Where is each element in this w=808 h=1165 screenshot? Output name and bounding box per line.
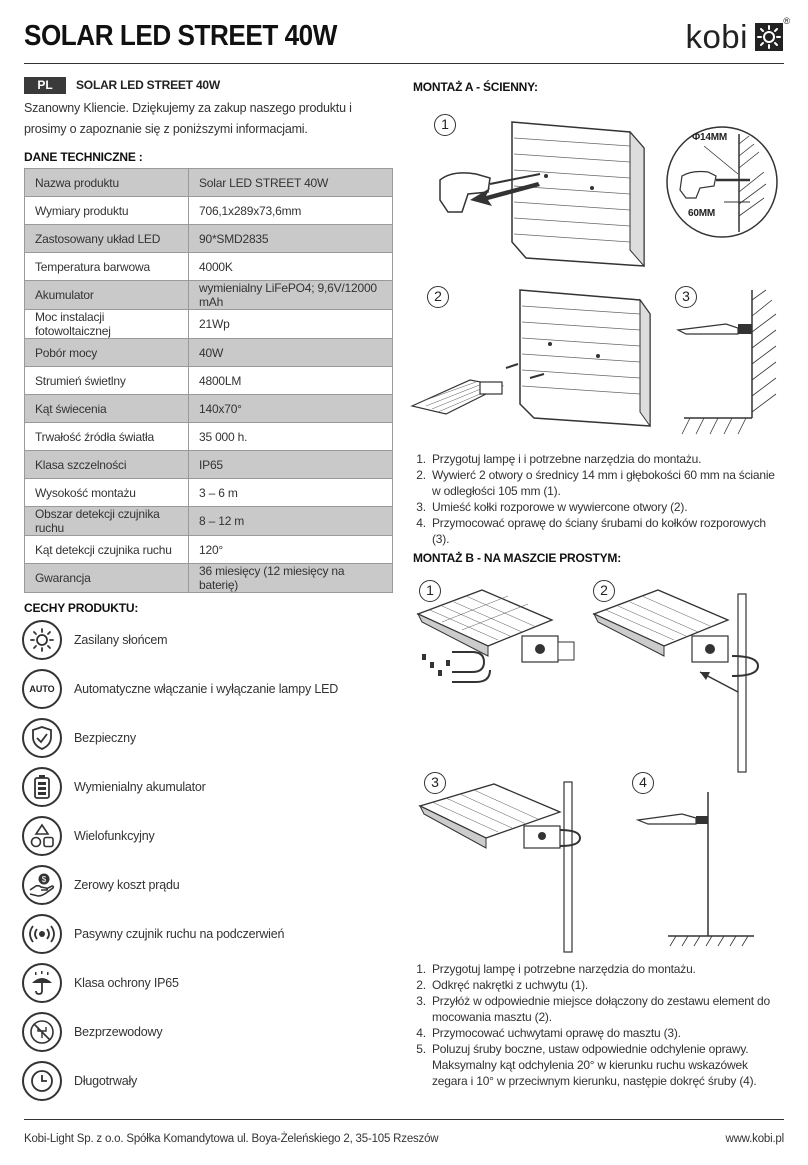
page-title: SOLAR LED STREET 40W [24, 20, 337, 52]
spec-key: Gwarancja [25, 564, 189, 593]
step-number-b2: 2 [593, 580, 615, 602]
feature-item [22, 767, 206, 807]
spec-row [25, 536, 393, 564]
spec-key: Obszar detekcji czujnika ruchu [25, 507, 189, 536]
language-badge: PL [24, 77, 66, 94]
spec-row [25, 479, 393, 507]
mount-b-step: 5. Poluzuj śruby boczne, ustaw odpowiednie odchylenie oprawy. Maksymalny kąt odchylenia 20° w kierunku ruchu wskazówek zegara i 10° w przeciwnym kierunku, następie dokręć śruby (4). [429, 1041, 785, 1089]
hand-coin-icon [22, 865, 62, 905]
feature-item [22, 914, 284, 954]
features-heading: CECHY PRODUKTU: [24, 601, 139, 615]
spec-key: Zastosowany układ LED [25, 225, 189, 253]
mount-b-heading: MONTAŻ B - NA MASZCIE PROSTYM: [413, 551, 621, 565]
shield-check-icon [22, 718, 62, 758]
clock-icon [22, 1061, 62, 1101]
mount-a-steps [413, 451, 785, 547]
feature-item [22, 963, 179, 1003]
feature-label: Długotrwały [74, 1074, 138, 1088]
svg-text:$: $ [41, 875, 47, 884]
spec-row [25, 197, 393, 225]
feature-label: Bezpieczny [74, 731, 136, 745]
spec-row [25, 395, 393, 423]
spec-value: 35 000 h. [189, 423, 393, 451]
spec-key: Nazwa produktu [25, 169, 189, 197]
header-divider [24, 63, 784, 64]
umbrella-rain-icon [22, 963, 62, 1003]
feature-label: Zasilany słońcem [74, 633, 168, 647]
feature-item [22, 865, 179, 905]
mount-a-step: 4. Przymocować oprawę do ściany śrubami do kołków rozporowych (3). [429, 515, 785, 547]
mount-b-step: 1. Przygotuj lampę i potrzebne narzędzia do montażu. [429, 961, 785, 977]
step-number-a2: 2 [427, 286, 449, 308]
wall-mounted-lamp-illustration [676, 288, 786, 438]
spec-value: 21Wp [189, 310, 393, 339]
footer-divider [24, 1119, 784, 1120]
step-number-a3: 3 [675, 286, 697, 308]
diameter-label: Φ14MM [692, 132, 727, 143]
spec-value: 40W [189, 339, 393, 367]
registered-mark: ® [783, 16, 790, 26]
footer-company: Kobi-Light Sp. z o.o. Spółka Komandytowa ul. Boya-Żeleńskiego 2, 35-105 Rzeszów [24, 1133, 439, 1145]
drill-wall-illustration [430, 118, 660, 268]
spec-value: 8 – 12 m [189, 507, 393, 536]
feature-item [22, 669, 338, 709]
feature-label: Zerowy koszt prądu [74, 878, 180, 892]
spec-row [25, 423, 393, 451]
feature-item [22, 1061, 137, 1101]
spec-value: 3 – 6 m [189, 479, 393, 507]
mount-a-heading: MONTAŻ A - ŚCIENNY: [413, 80, 538, 94]
step-number-b1: 1 [419, 580, 441, 602]
spec-row [25, 367, 393, 395]
spec-value: 36 miesięcy (12 miesięcy na baterię) [189, 564, 393, 593]
feature-label: Wielofunkcyjny [74, 829, 155, 843]
no-cable-icon [22, 1012, 62, 1052]
spec-value: IP65 [189, 451, 393, 479]
spec-key: Strumień świetlny [25, 367, 189, 395]
mount-a-step: 2. Wywierć 2 otwory o średnicy 14 mm i głębokości 60 mm na ścianie w odległości 105 mm (1). [429, 467, 785, 499]
spec-row [25, 451, 393, 479]
product-subtitle: SOLAR LED STREET 40W [76, 78, 221, 92]
spec-value: 140x70° [189, 395, 393, 423]
step-number-a1: 1 [434, 114, 456, 136]
motion-sensor-icon [22, 914, 62, 954]
step-number-b4: 4 [632, 772, 654, 794]
lamp-bracket-illustration [412, 584, 582, 704]
spec-row [25, 310, 393, 339]
feature-label: Klasa ochrony IP65 [74, 976, 179, 990]
auto-icon [22, 669, 62, 709]
spec-value: 4000K [189, 253, 393, 281]
mount-a-step: 1. Przygotuj lampę i i potrzebne narzędzia do montażu. [429, 451, 785, 467]
spec-key: Moc instalacji fotowoltaicznej [25, 310, 189, 339]
sun-logo-icon [754, 22, 784, 52]
spec-value: 706,1x289x73,6mm [189, 197, 393, 225]
spec-row [25, 225, 393, 253]
spec-key: Klasa szczelności [25, 451, 189, 479]
spec-value: 120° [189, 536, 393, 564]
spec-value: wymienialny LiFePO4; 9,6V/12000 mAh [189, 281, 393, 310]
spec-key: Trwałość źródła światła [25, 423, 189, 451]
specs-table [24, 168, 393, 593]
spec-value: Solar LED STREET 40W [189, 169, 393, 197]
feature-label: Automatyczne włączanie i wyłączanie lampy LED [74, 682, 339, 696]
final-mast-illustration [636, 790, 766, 950]
brand-name: kobi [685, 18, 748, 55]
feature-label: Wymienialny akumulator [74, 780, 206, 794]
feature-item [22, 718, 136, 758]
lamp-on-mast-illustration [414, 776, 594, 954]
spec-row [25, 564, 393, 593]
feature-item [22, 620, 167, 660]
footer-website[interactable]: www.kobi.pl [725, 1133, 784, 1145]
spec-key: Pobór mocy [25, 339, 189, 367]
shapes-icon [22, 816, 62, 856]
spec-key: Kąt detekcji czujnika ruchu [25, 536, 189, 564]
auto-badge: AUTO [29, 684, 55, 694]
specs-heading: DANE TECHNICZNE : [24, 150, 143, 164]
spec-row [25, 253, 393, 281]
step-number-b3: 3 [424, 772, 446, 794]
depth-label: 60MM [688, 208, 715, 219]
spec-key: Temperatura barwowa [25, 253, 189, 281]
mast-bracket-illustration [588, 584, 788, 774]
feature-item [22, 1012, 162, 1052]
anchors-wall-illustration [410, 288, 660, 428]
mount-b-steps [413, 961, 785, 1089]
spec-row [25, 281, 393, 310]
battery-icon [22, 767, 62, 807]
feature-label: Pasywny czujnik ruchu na podczerwień [74, 927, 285, 941]
mount-b-step: 3. Przyłóż w odpowiednie miejsce dołączony do zestawu element do mocowania masztu (2). [429, 993, 785, 1025]
feature-item [22, 816, 155, 856]
mount-b-step: 2. Odkręć nakrętki z uchwytu (1). [429, 977, 785, 993]
brand-logo [685, 16, 790, 56]
feature-label: Bezprzewodowy [74, 1025, 163, 1039]
intro-text: Szanowny Kliencie. Dziękujemy za zakup naszego produktu i prosimy o zapoznanie się z poniższymi informacjami. [24, 101, 352, 136]
spec-row [25, 339, 393, 367]
spec-key: Wymiary produktu [25, 197, 189, 225]
spec-value: 4800LM [189, 367, 393, 395]
spec-key: Akumulator [25, 281, 189, 310]
spec-value: 90*SMD2835 [189, 225, 393, 253]
spec-key: Kąt świecenia [25, 395, 189, 423]
spec-key: Wysokość montażu [25, 479, 189, 507]
spec-row [25, 507, 393, 536]
sun-icon [22, 620, 62, 660]
spec-row [25, 169, 393, 197]
mount-a-step: 3. Umieść kołki rozporowe w wywierconе otwory (2). [429, 499, 785, 515]
mount-b-step: 4. Przymocować uchwytami oprawę do masztu (3). [429, 1025, 785, 1041]
